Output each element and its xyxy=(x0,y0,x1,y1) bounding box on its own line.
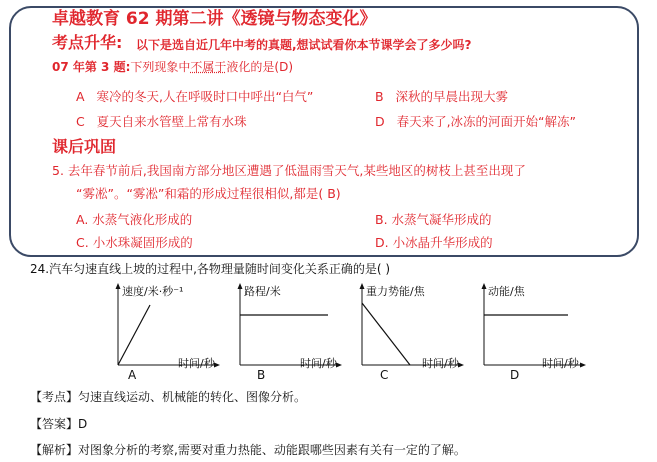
page-title: 卓越教育 62 期第二讲《透镜与物态变化》 xyxy=(52,9,377,29)
graph-b-label: B xyxy=(257,368,266,382)
option-d: D 春天来了,冰冻的河面开始“解冻” xyxy=(375,114,576,129)
graph-a-ylabel: 速度/米·秒⁻¹ xyxy=(122,285,184,298)
graph-b xyxy=(232,283,345,368)
graph-c-label: C xyxy=(380,368,389,382)
graph-b-ylabel: 路程/米 xyxy=(244,285,281,298)
graph-d-xlabel: 时间/秒 xyxy=(542,357,579,370)
option-a: A 寒冷的冬天,人在呼吸时口中呼出“白气” xyxy=(76,89,314,104)
graph-c-ylabel: 重力势能/焦 xyxy=(366,285,425,298)
option-5d: D. 小冰晶升华形成的 xyxy=(375,235,493,250)
graph-d xyxy=(476,283,589,368)
question-1-post: 液化的是(D) xyxy=(226,60,294,74)
graph-a xyxy=(110,283,223,368)
section-intro: 以下是选自近几年中考的真题,想试试看你本节课学会了多少吗? xyxy=(136,38,472,52)
section-heading-kaodian: 考点升华: xyxy=(52,33,123,52)
graph-a-xlabel: 时间/秒 xyxy=(178,357,215,370)
option-5b: B. 水蒸气凝华形成的 xyxy=(375,212,492,227)
question-1 xyxy=(52,61,293,73)
answer-line: 【答案】D xyxy=(30,417,88,431)
section-heading-kehou: 课后巩固 xyxy=(52,137,117,156)
question-5-line1: 5. 去年春节前后,我国南方部分地区遭遇了低温雨雪天气,某些地区的树枝上甚至出现了 xyxy=(52,163,526,178)
graph-a-label: A xyxy=(128,368,137,382)
graph-b-xlabel: 时间/秒 xyxy=(300,357,337,370)
kaodian-line: 【考点】匀速直线运动、机械能的转化、图像分析。 xyxy=(30,390,307,404)
question-24: 24.汽车匀速直线上坡的过程中,各物理量随时间变化关系正确的是( ) xyxy=(30,262,391,276)
question-1-label: 07 年第 3 题: xyxy=(52,60,131,74)
question-5-line2: “雾凇”。“雾凇”和霜的形成过程很相似,都是( B) xyxy=(76,186,341,201)
graph-d-ylabel: 动能/焦 xyxy=(488,285,525,298)
analysis-line: 【解析】对图象分析的考察,需要对重力热能、动能跟哪些因素有关有一定的了解。 xyxy=(30,443,466,457)
graph-c xyxy=(354,283,467,368)
option-5a: A. 水蒸气液化形成的 xyxy=(76,212,193,227)
option-5c: C. 小水珠凝固形成的 xyxy=(76,235,193,250)
option-b: B 深秋的早晨出现大雾 xyxy=(375,89,509,104)
graph-d-label: D xyxy=(510,368,520,382)
option-c: C 夏天自来水管壁上常有水珠 xyxy=(76,114,247,129)
question-1-emph: 不属于 xyxy=(190,60,227,74)
question-1-pre: 下列现象中 xyxy=(130,60,191,74)
graph-c-xlabel: 时间/秒 xyxy=(422,357,459,370)
